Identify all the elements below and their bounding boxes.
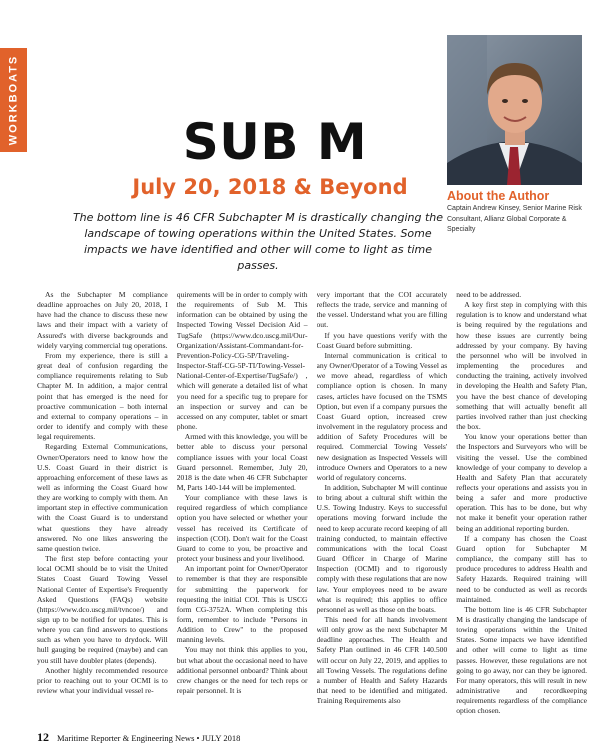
paragraph: Regarding External Communications, Owner/Operators need to know how the U.S. Coast Guard in their district is approaching enforcement of these laws as well as informing the Coast Guard how they are working to comply with them. An important step in effective communication with the Coast Guard is to understand what questions they have already answered. No one likes answering the same question twice. [37, 442, 168, 553]
page-footer [37, 728, 437, 745]
paragraph: In addition, Subchapter M will continue to bring about a cultural shift within the U.S. Towing Industry. Keys to successful operations moving forward include the need to keep accurate record keeping of all training conducted, to maintain effective communications with the local Coast Guard Officer in Charge of Marine Inspection (OCMI) and to rigorously comply with these regulations that are now law. Your employees need to be aware what is required; this applies to office personnel as well as those on the boats. [316, 482, 448, 614]
page-number: 12 [37, 730, 49, 744]
article-column-4 [456, 290, 587, 722]
article-body [37, 290, 587, 722]
paragraph: Your compliance with these laws is required regardless of which compliance option you have selected or whether your vessel has received its Certificate of inspection (COI). Don't wait for the Coast Guard to come to you, be proactive and protect your business and your livelihood. [176, 493, 308, 564]
paragraph: The bottom line is 46 CFR Subchapter M is drastically changing the landscape of towing operations within the United States. Some impacts we have identified and other will come to light as time passes. However, these regulations are not going to go away, nor can they be ignored. For many operators, this will result in new administrative and recordkeeping requirements regardless of the compliance option chosen. [456, 604, 587, 716]
paragraph: Another highly recommended resource prior to reaching out to your OCMI is to review what your individual vessel re- [37, 665, 168, 696]
paragraph: very important that the COI accurately reflects the trade, service and manning of the vessel. Understand what you are filling out. [316, 290, 448, 330]
section-label: WORKBOATS [7, 54, 20, 146]
paragraph: An important point for Owner/Operator to remember is that they are responsible for submitting the paperwork for requesting the initial COI. This is USCG form CG-3752A. When completing this form, remember to include "Persons in Addition to Crew" to the proposed manning levels. [176, 564, 308, 645]
paragraph: You may not think this applies to you, but what about the occasional need to have additional personnel onboard? Think about crew changes or the need for tech reps or repair personnel. It is [176, 645, 308, 696]
paragraph: You know your operations better than the Inspectors and Surveyors who will be visiting the vessel. Use the combined knowledge of your company to develop a Health and Safety Plan that accurately reflects your operations and assists you in being a safer and more productive operation. This has to be done, but why not make it benefit your operation rather being an additional reporting burden. [456, 432, 587, 533]
paragraph: As the Subchapter M compliance deadline approaches on July 20, 2018, I have had the chance to discuss these new laws and their impact with a variety of Assured's with diverse backgrounds and widely varying commercial tug operations. [37, 290, 168, 350]
about-author-bio: Captain Andrew Kinsey, Senior Marine Risk Consultant, Allianz Global Corporate & Specialty [447, 205, 582, 233]
article-column-3 [317, 290, 448, 722]
section-tab [0, 48, 27, 152]
author-portrait-graphic [447, 35, 582, 185]
about-author-heading: About the Author [447, 189, 550, 203]
author-photo [447, 35, 582, 185]
article-dek: The bottom line is 46 CFR Subchapter M is drastically changing the landscape of towing operations within the United States. Some impacts we have identified and other will come to light as time passes. [72, 211, 444, 272]
paragraph: Armed with this knowledge, you will be better able to discuss your personal compliance issues with your local Coast Guard personnel. Remember, July 20, 2018 is the date when 46 CFR Subchapter M, Parts 140-144 will be implemented. [176, 432, 308, 492]
paragraph: The first step before contacting your local OCMI should be to visit the United States Coast Guard Towing Vessel National Center of Expertise's Frequently Asked Questions (FAQs) website (https://www.dco.uscg.mil/tvncoe/) and sign up to be notified for updates. This is where you can find answers to questions such as when you have to drydock. Will hull gauging be required (maybe) and can you still have doubler plates (depends). [37, 554, 168, 665]
article-column-1 [37, 290, 168, 722]
paragraph: If a company has chosen the Coast Guard option for Subchapter M compliance, the company still has to produce procedures to address Health and Safety Hazards. Required training will need to be conducted as well as records maintained. [456, 533, 587, 604]
article-subtitle: July 20, 2018 & Beyond [132, 175, 408, 199]
paragraph: From my experience, there is still a great deal of confusion regarding the compliance requirements relating to Sub Chapter M. In addition, a major central point that has emerged is the need for proactive communication – both internal and external to company operations – in order to identify and comply with these legal requirements. [37, 350, 168, 442]
paragraph: If you have questions verify with the Coast Guard before submitting. [316, 330, 448, 350]
paragraph: need to be addressed. [456, 290, 522, 299]
article-title: SUB M [182, 113, 368, 171]
publication-line: Maritime Reporter & Engineering News • JULY 2018 [57, 733, 241, 743]
article-column-2 [177, 290, 308, 722]
paragraph: Internal communication is critical to any Owner/Operator of a Towing Vessel as we move ahead, regardless of which compliance option is chosen. In many cases, articles have focused on the TSMS Option, but even if a company pursues the Coast Guard option, increased crew involvement in the regulatory process and addition of Safety Procedures will be required. Commercial Towing Vessels' new designation as Inspected Vessels will introduce Owners and Operators to a new world of regulatory concerns. [316, 350, 448, 482]
paragraph: This need for all hands involvement will only grow as the next Subchapter M deadline approaches. The Health and Safety Plan outlined in 46 CFR 140.500 will occur on July 22, 2019, and applies to all Towing Vessels. The regulations define a number of Health and Safety Hazards that need to be identified and mitigated. Training Requirements also [316, 615, 448, 706]
paragraph: A key first step in complying with this regulation is to know and understand what is being required by the regulations and how these issues are currently being addressed by your company. By having the personnel who will be involved in implementing the procedures and conducting the training, actively involved in developing the Health and Safety Plan, you have the best chance of developing something that will actually benefit all parties involved rather than just checking the box. [456, 300, 587, 432]
paragraph: quirements will be in order to comply with the requirements of Sub M. This information can be obtained by using the Inspected Towing Vessel Decision Aid – TugSafe (https://www.dco.uscg.mil/Our-Organization/Assistant-Commandant-for-Prevention-Policy-CG-5P/Traveling-Inspector-Staff-CG-5P-TI/Towing-Vessel-National-Center-of-Expertise/TugSafe/) , which will generate a detailed list of what you need for a specific tug to prepare for an inspection or survey and can be accessed on any computer, tablet or smart phone. [176, 290, 308, 432]
